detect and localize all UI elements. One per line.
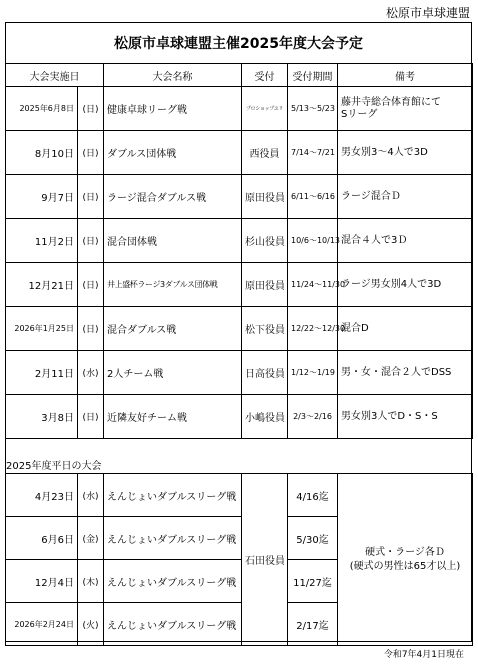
event-weekday: (日): [78, 263, 104, 307]
as-of-date: 令和7年4月1日現在: [383, 650, 464, 660]
weekday-event-period: 5/30迄: [288, 517, 338, 560]
table-row: [6, 131, 473, 175]
weekday-event-name: えんじょいダブルスリーグ戦: [104, 517, 242, 560]
event-name: 混合団体戦: [104, 219, 242, 263]
weekday-event-name: えんじょいダブルスリーグ戦: [104, 603, 242, 646]
weekday-event-name: えんじょいダブルスリーグ戦: [104, 560, 242, 603]
event-name: 近隣友好チーム戦: [104, 395, 242, 439]
event-reception: 日高役員: [242, 351, 288, 395]
event-date: 11月2日: [6, 219, 78, 263]
event-weekday: (水): [78, 351, 104, 395]
event-period: 7/14～7/21: [288, 131, 338, 175]
organization-name: 松原市卓球連盟: [385, 6, 470, 20]
table-row: [6, 219, 473, 263]
event-period: 1/12～1/19: [288, 351, 338, 395]
weekday-event-date: 4月23日: [6, 474, 78, 517]
event-date: 3月8日: [6, 395, 78, 439]
weekday-event-period: 11/27迄: [288, 560, 338, 603]
event-reception: 小嶋役員: [242, 395, 288, 439]
event-note: 混合４人で3Ｄ: [338, 219, 473, 263]
event-name: 混合ダブルス戦: [104, 307, 242, 351]
event-reception: 原田役員: [242, 175, 288, 219]
event-reception: 松下役員: [242, 307, 288, 351]
weekday-event-period: 4/16迄: [288, 474, 338, 517]
event-weekday: (日): [78, 87, 104, 131]
table-row: [6, 175, 473, 219]
weekday-event-weekday: (水): [78, 474, 104, 517]
header-notes: 備考: [338, 64, 473, 87]
event-reception: 杉山役員: [242, 219, 288, 263]
weekday-event-period: 2/17迄: [288, 603, 338, 646]
header-reception: 受付: [242, 64, 288, 87]
table-row: [6, 351, 473, 395]
event-name: 2人チーム戦: [104, 351, 242, 395]
event-note: 男女別3～4人で3D: [338, 131, 473, 175]
event-name: 井上盛杯ラージ3ダブルス団体戦: [104, 263, 242, 307]
schedule-sheet: [5, 22, 472, 642]
section-gap: [6, 431, 471, 453]
weekday-event-date: 12月4日: [6, 560, 78, 603]
event-reception: プロショップユリ: [242, 87, 288, 131]
event-reception: 原田役員: [242, 263, 288, 307]
table-row: [6, 263, 473, 307]
table-row: [6, 474, 473, 517]
event-period: 12/22～12/30: [288, 307, 338, 351]
header-period: 受付期間: [288, 64, 338, 87]
event-date: 2月11日: [6, 351, 78, 395]
event-period: 11/24～11/30: [288, 263, 338, 307]
weekday-event-name: えんじょいダブルスリーグ戦: [104, 474, 242, 517]
weekday-event-weekday: (木): [78, 560, 104, 603]
event-period: 10/6～10/13: [288, 219, 338, 263]
weekday-reception: 石田役員: [242, 474, 288, 646]
event-period: 6/11～6/16: [288, 175, 338, 219]
table-row: [6, 87, 473, 131]
event-date: 12月21日: [6, 263, 78, 307]
weekday-note: 硬式・ラージ各Ｄ (硬式の男性は65才以上): [338, 474, 473, 646]
event-weekday: (日): [78, 307, 104, 351]
event-name: ダブルス団体戦: [104, 131, 242, 175]
table-header-row: [6, 64, 473, 87]
header-event-name: 大会名称: [104, 64, 242, 87]
weekday-section-label: 2025年度平日の大会: [6, 461, 102, 472]
event-reception: 西役員: [242, 131, 288, 175]
weekday-event-date: 2026年2月24日: [6, 603, 78, 646]
event-note: 混合D: [338, 307, 473, 351]
event-weekday: (日): [78, 175, 104, 219]
event-weekday: (日): [78, 219, 104, 263]
event-name: ラージ混合ダブルス戦: [104, 175, 242, 219]
weekday-event-date: 6月6日: [6, 517, 78, 560]
event-period: 5/13～5/23: [288, 87, 338, 131]
weekday-event-table: [5, 473, 473, 646]
event-weekday: (日): [78, 395, 104, 439]
header-date: 大会実施日: [6, 64, 104, 87]
event-note: ラージ男女別4人で3D: [338, 263, 473, 307]
event-note: 男・女・混合２人でDSS: [338, 351, 473, 395]
event-note: 男女別3人でD・S・S: [338, 395, 473, 439]
event-name: 健康卓球リーグ戦: [104, 87, 242, 131]
event-note: ラージ混合Ｄ: [338, 175, 473, 219]
event-weekday: (日): [78, 131, 104, 175]
weekday-event-weekday: (火): [78, 603, 104, 646]
event-period: 2/3～2/16: [288, 395, 338, 439]
event-note: 藤井寺総合体育館にて Sリーグ: [338, 87, 473, 131]
page-title: 松原市卓球連盟主催2025年度大会予定: [114, 36, 363, 52]
event-table: [5, 63, 473, 439]
event-date: 2025年6月8日: [6, 87, 78, 131]
table-row: [6, 307, 473, 351]
weekday-event-weekday: (金): [78, 517, 104, 560]
event-date: 8月10日: [6, 131, 78, 175]
event-date: 9月7日: [6, 175, 78, 219]
event-date: 2026年1月25日: [6, 307, 78, 351]
